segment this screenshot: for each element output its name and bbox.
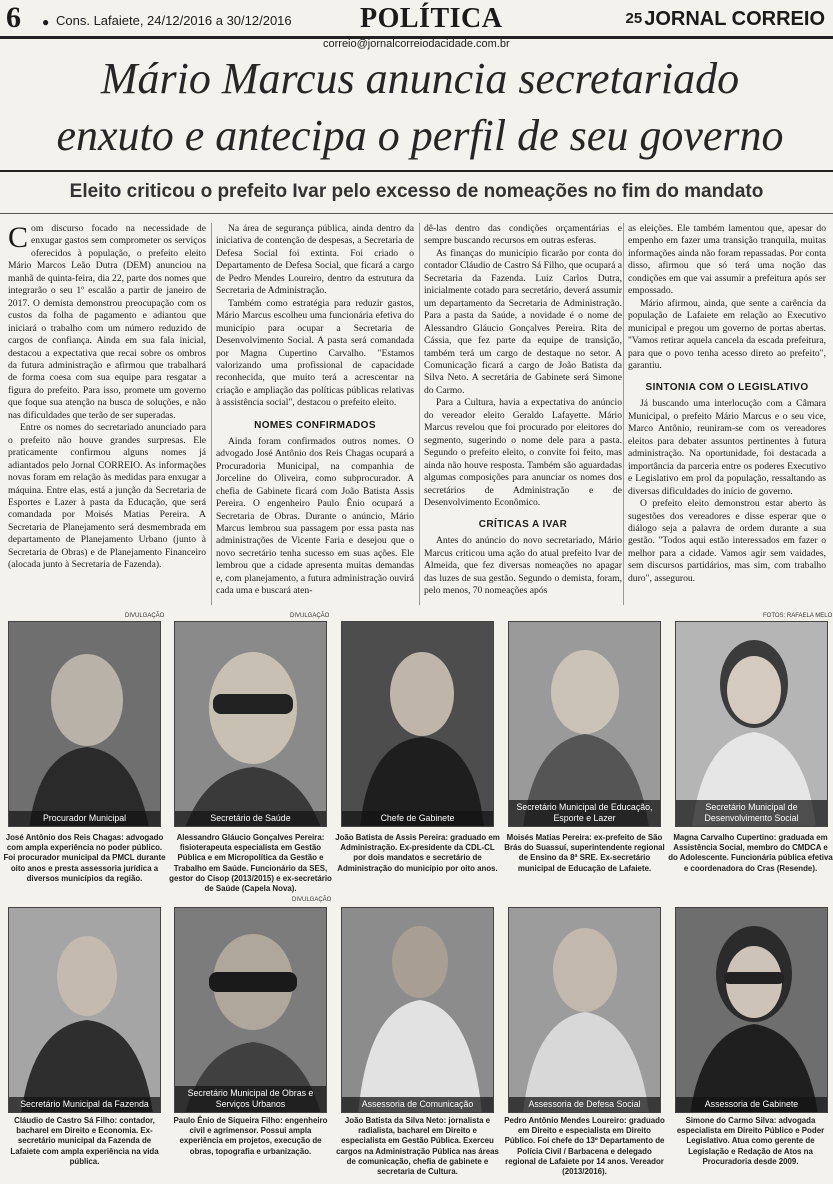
person-caption: Simone do Carmo Silva: advogada especialista em Direito Público e Poder Legislativo. Atua como gerente de Legislação e Redação de Atos na Procuradoria desde 2009. bbox=[676, 1116, 825, 1166]
person-caption: João Batista de Assis Pereira: graduado em Administração. Ex-presidente da CDL-CL por dois mandatos e secretário de Administração do município por oito anos. bbox=[335, 833, 500, 873]
portrait-photo bbox=[675, 621, 828, 827]
person-caption: José Antônio dos Reis Chagas: advogado com ampla experiência no poder público. Foi procurador municipal da PMCL durante oito anos e presta assessoria jurídica a diversos municípios da região. bbox=[3, 833, 166, 883]
person-silhouette-icon bbox=[676, 908, 828, 1113]
headline-line-2: enxuto e antecipa o perfil de seu governo bbox=[56, 111, 784, 160]
section-title: POLÍTICA bbox=[360, 3, 503, 34]
role-label: Secretário Municipal da Fazenda bbox=[9, 1097, 160, 1112]
person-caption: Alessandro Gláucio Gonçalves Pereira: fisioterapeuta especialista em Gestão Pública e em Micropolítica da Gestão e Trabalho em Saúde. Funcionário da SES, gestor do Cisop (2013/2015) e ex-secretário de Saúde (Capela Nova). bbox=[169, 833, 332, 894]
role-label: Procurador Municipal bbox=[9, 811, 160, 826]
person-caption: Paulo Ênio de Siqueira Filho: engenheiro civil e agrimensor. Possui ampla experiência em projetos, execução de obras, topografia e urbanização. bbox=[173, 1116, 328, 1156]
person-silhouette-icon bbox=[175, 622, 327, 827]
headline-rule bbox=[0, 170, 833, 172]
paragraph: Na área de segurança pública, ainda dentro da iniciativa de contenção de despesas, a Secretaria de Defesa Social foi extinta. Foi criado o Departamento de Defesa Social, que ficará a cargo de Pedro Mendes Loureiro, dentro da estrutura da Secretaria de Administração. bbox=[216, 223, 414, 297]
role-label: Secretário Municipal de Educação, Esporte e Lazer bbox=[509, 800, 660, 826]
photo-credit: DIVULGAÇÃO bbox=[290, 613, 330, 619]
section-heading: CRÍTICAS A IVAR bbox=[478, 519, 568, 531]
role-label: Assessoria de Defesa Social bbox=[509, 1097, 660, 1112]
section-heading: SINTONIA COM O LEGISLATIVO bbox=[645, 382, 809, 394]
photo-credit: DIVULGAÇÃO bbox=[292, 897, 332, 903]
person-silhouette-icon bbox=[9, 622, 161, 827]
person-silhouette-icon bbox=[9, 908, 161, 1113]
person-caption: João Batista da Silva Neto: jornalista e radialista, bacharel em Direito e especialista em Gestão Pública. Exerceu cargos na Administração Pública nas áreas de comunicação, chefia de gabinete e secretaria de Cultura. bbox=[336, 1116, 499, 1177]
portrait-photo bbox=[8, 621, 161, 827]
paragraph: Ainda foram confirmados outros nomes. O advogado José Antônio dos Reis Chagas ocupará a Procuradoria Municipal, na companhia de Jorceline do Oliveira, como subprocurador. A chefia de Gabinete ficará com João Batista Assis Pereira. O engenheiro Paulo Ênio ocupará a Secretaria de Obras. Durante o anúncio, Mário Marcus lembrou sua passagem por essa pasta nas administrações de Vicente Faria e desejou que o novo secretário tenha sucesso em suas ações. Ele lembrou que a cidade apresenta muitas demandas e, com planejamento, a futura administração ouvirá cada uma e buscará aten- bbox=[216, 435, 414, 597]
section-heading: NOMES CONFIRMADOS bbox=[254, 419, 376, 431]
paragraph: as eleições. Ele também lamentou que, apesar do empenho em fazer uma transição tranquila, muitas informações ainda não foram repassadas. Por conta disso, afirmou que só terá uma noção das condições em que vai assumir a prefeitura após ser empossado. bbox=[628, 223, 826, 297]
brand-number: 25 bbox=[625, 10, 643, 27]
role-label: Assessoria de Comunicação bbox=[342, 1097, 493, 1112]
person-silhouette-icon bbox=[342, 908, 494, 1113]
page-header bbox=[0, 0, 833, 50]
person-silhouette-icon bbox=[342, 622, 494, 827]
role-label: Secretário Municipal de Obras e Serviços Urbanos bbox=[175, 1086, 326, 1112]
contact-email: correio@jornalcorreiodacidade.com.br bbox=[323, 38, 510, 50]
page-number: 6 bbox=[6, 1, 21, 34]
edition-date: Cons. Lafaiete, 24/12/2016 a 30/12/2016 bbox=[56, 13, 292, 28]
article-column-2 bbox=[216, 223, 414, 605]
article-column-1 bbox=[8, 223, 206, 605]
portrait-photo bbox=[341, 621, 494, 827]
article-column-3 bbox=[424, 223, 622, 605]
paragraph: Também como estratégia para reduzir gastos, Mário Marcus escolheu uma funcionária efetiva do município para ocupar a Secretaria de Desenvolvimento Social. A pasta será comandada por Magna Cupertino Carvalho. "Estamos valorizando uma profissional de capacidade reconhecida, que muito terá a acrescentar na criação e ampliação das políticas públicas relativas à assistência social", destacou o prefeito eleito. bbox=[216, 297, 414, 409]
subhead-rule bbox=[0, 213, 833, 214]
portrait-photo bbox=[8, 907, 161, 1113]
article-column-4 bbox=[628, 223, 826, 605]
role-label: Secretário de Saúde bbox=[175, 811, 326, 826]
paragraph: Mário afirmou, ainda, que sente a carência da população de Lafaiete em relação ao Executivo municipal e pregou um governo de portas abertas. "Vamos retirar aquela cancela da escada prefeitura, para que o povo tenha acesso direto ao prefeito", garantiu. bbox=[628, 297, 826, 371]
person-silhouette-icon bbox=[676, 622, 828, 827]
subheadline: Eleito criticou o prefeito Ivar pelo excesso de nomeações no fim do mandato bbox=[69, 181, 764, 202]
drop-cap: C bbox=[8, 223, 29, 254]
role-label: Chefe de Gabinete bbox=[342, 811, 493, 826]
person-caption: Cláudio de Castro Sá Filho: contador, bacharel em Direito e Economia. Ex-secretário municipal da Fazenda de Lafaiete com ampla experiência na vida pública. bbox=[10, 1116, 159, 1166]
portrait-photo bbox=[341, 907, 494, 1113]
paragraph: dê-las dentro das condições orçamentárias e sempre buscando recursos em outras esferas. bbox=[424, 223, 622, 247]
portrait-photo bbox=[508, 621, 661, 827]
column-divider bbox=[211, 223, 212, 605]
person-silhouette-icon bbox=[509, 908, 661, 1113]
column-divider bbox=[419, 223, 420, 605]
person-caption: Moisés Matias Pereira: ex-prefeito de São Brás do Suassuí, superintendente regional de Ensino da 8ª SRE. Ex-secretário municipal de Educação de Lafaiete. bbox=[504, 833, 665, 873]
photo-credit: DIVULGAÇÃO bbox=[125, 613, 165, 619]
paragraph: O prefeito eleito demonstrou estar aberto às sugestões dos vereadores e disse esperar que o diálogo seja a palavra de ordem durante a sua gestão. "Todos aqui estão interessados em fazer o melhor para a cidade. Vamos agir sem vaidades, sem discursos partidários, mas sim, com trabalho duro", assegurou. bbox=[628, 498, 826, 584]
role-label: Secretário Municipal de Desenvolvimento Social bbox=[676, 800, 827, 826]
paragraph bbox=[8, 223, 206, 422]
person-caption: Magna Carvalho Cupertino: graduada em Assistência Social, membro do CMDCA e do Adolescente. Funcionária pública efetiva e coordenadora do Cras (Resende). bbox=[668, 833, 833, 873]
paragraph: Antes do anúncio do novo secretariado, Mário Marcus criticou uma ação do atual prefeito Ivar de Almeida, que fez diversas nomeações no apagar das luzes de sua gestão. Segundo o demista, foram, pelo menos, 70 nomeações após bbox=[424, 535, 622, 597]
brand-name: JORNAL CORREIO bbox=[644, 8, 825, 30]
portrait-photo bbox=[174, 907, 327, 1113]
person-silhouette-icon bbox=[175, 908, 327, 1113]
headline-line-1: Mário Marcus anuncia secretariado bbox=[100, 54, 740, 103]
headline bbox=[30, 50, 810, 164]
paragraph: As finanças do município ficarão por conta do contador Cláudio de Castro Sá Filho, que ocupará a Secretaria da Fazenda. Luiz Carlos Dutra, inicialmente cotado para secretário, deverá assumir um departamento da Secretaria de Administração. Para a pasta da Saúde, a novidade é o nome de Alessandro Gláucio Gonçalves Pereira. Rita de Cássia, que fez parte da equipe de transição, também terá um cargo de destaque no setor. A Comunicação ficará a cargo de João Batista da Silva Neto. A secretária de Gabinete será Simone do Carmo. bbox=[424, 247, 622, 396]
paragraph-text: om discurso focado na necessidade de enxugar gastos sem comprometer os serviços oferecidos à população, o prefeito eleito Mário Marcos Leão Dutra (DEM) anunciou na manhã de quinta-feira, dia 22, parte dos nomes que integrarão o seu 1º escalão a partir de janeiro de 2017. O demista demonstrou preocupação com os custos da folha de pagamento e adiantou que iniciará o trabalho com um número reduzido de cargos de confiança. Ainda em sua fala inicial, destacou a expectativa que recai sobre os ombros da futura administração e afirmou que trabalhará de forma coesa com sua equipe para resgatar a figura do prefeito. Para isso, promete um governo que foque sua atenção na busca de soluções, e não nas dificuldades que terão de ser superadas. bbox=[8, 223, 206, 421]
portrait-photo bbox=[174, 621, 327, 827]
bullet-icon: ● bbox=[42, 15, 50, 29]
column-divider bbox=[623, 223, 624, 605]
paragraph: Entre os nomes do secretariado anunciado para o prefeito não houve grandes surpresas. Ele praticamente confirmou alguns nomes já adiantados pelo Jornal CORREIO. As informações novas foram em relação às medidas para enxugar a máquina. Entre elas, está a junção da Secretaria de Esportes e Lazer à pasta da Educação, que será comandada por Moisés Matias Pereira. A Secretaria de Planejamento será desmembrada em departamento de Planejamento Urbano (junto à Secretaria de Obras) e de Planejamento Financeiro (alocada junto à Secretaria de Fazenda). bbox=[8, 422, 206, 571]
paragraph: Já buscando uma interlocução com a Câmara Municipal, o prefeito Mário Marcus e o seu vice, Marco Antônio, reuniram-se com os vereadores eleitos para debater assuntos pertinentes à futura administração. Na oportunidade, foi destacada a importância da parceria entre os poderes Executivo e Legislativo em prol da população, ressaltando as diversas dificuldades do início de governo. bbox=[628, 398, 826, 497]
person-caption: Pedro Antônio Mendes Loureiro: graduado em Direito e especialista em Direito Público. Foi chefe do 13º Departamento de Polícia Civil / Barbacena e delegado regional de Lafaiete por 14 anos. Vereador (2013/2016). bbox=[504, 1116, 665, 1177]
paragraph: Para a Cultura, havia a expectativa do anúncio do vereador eleito Geraldo Lafayette. Mário Marcus revelou que foi procurado por eleitores do segmento, sugerindo o nome dele para a pasta. Segundo o prefeito eleito, o convite foi feito, mas ainda não houve resposta. Também são aguardadas algumas composições para anunciar os nomes dos secretários de Administração e de Desenvolvimento Econômico. bbox=[424, 397, 622, 508]
portrait-photo bbox=[675, 907, 828, 1113]
person-silhouette-icon bbox=[509, 622, 661, 827]
newspaper-brand bbox=[626, 8, 825, 31]
portrait-photo bbox=[508, 907, 661, 1113]
photo-credit: FOTOS: RAFAELA MELO bbox=[763, 613, 833, 619]
role-label: Assessoria de Gabinete bbox=[676, 1097, 827, 1112]
